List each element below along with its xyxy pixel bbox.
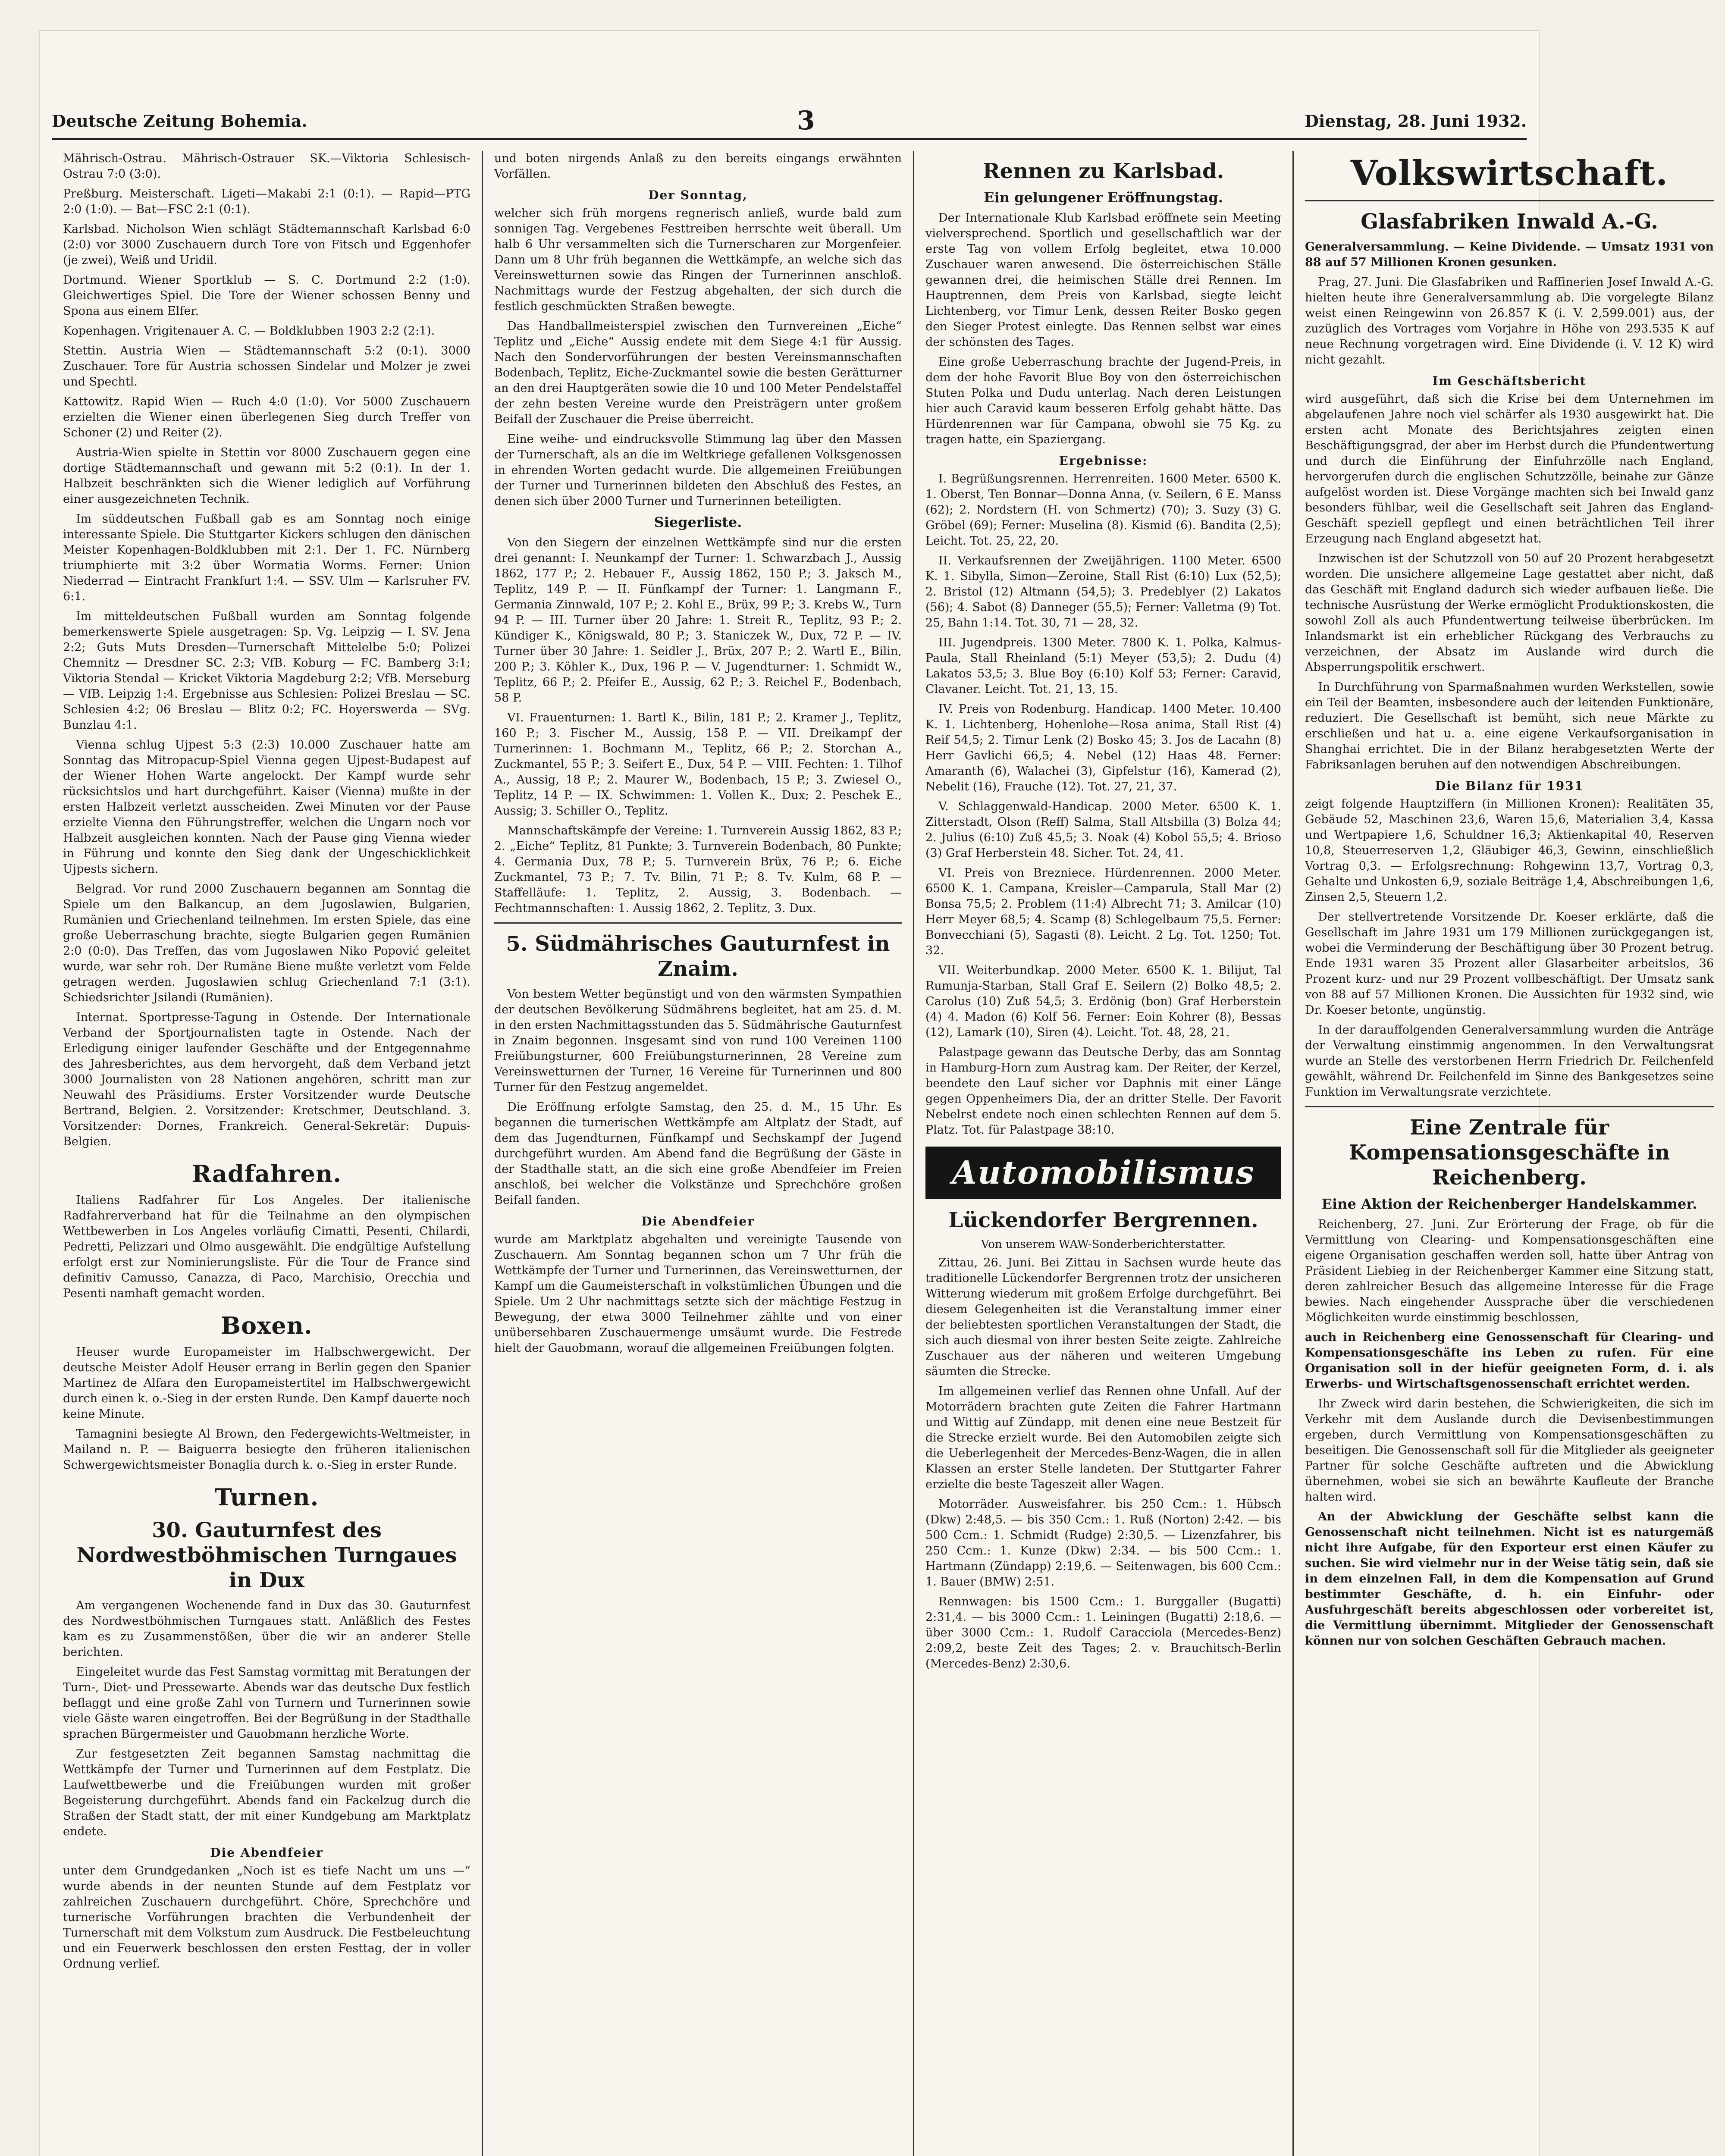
divider: [1305, 200, 1714, 201]
section-heading-boxing: Boxen.: [221, 1312, 313, 1339]
article-text: VI. Frauenturnen: 1. Bartl K., Bilin, 181 P.; 2. Kramer J., Teplitz, 160 P.; 3. Fischer M., Aussig, 158 P. — VII. Dreikampf der Turnerinnen: 1. Bochmann M., Teplitz, 66 P.; 2. Storchan A., Zuckmantel, 55 P.; 3. Seifert E., Dux, 54 P. — VIII. Fechten: 1. Tilhof A., Aussig, 18 P.; 2. Maurer W., Bodenbach, 15 P.; 3. Zwiesel O., Teplitz, 14 P. — IX. Schwimmen: 1. Vollen K., Dux; 2. Peschek E., Aussig; 3. Schiller O., Teplitz.: [494, 711, 902, 818]
section-heading-volkswirtschaft: Volkswirtschaft.: [1350, 153, 1669, 193]
race-result: II. Verkaufsrennen der Zweijährigen. 1100 Meter. 6500 K. 1. Sibylla, Simon—Zeroine, Stall Rist (6:10) Lux (52,5); 2. Bristol (12) Altmann (54,5); 3. Predeblyer (2) Lakatos (56); 4. Sabot (8) Danneger (55,5); Ferner: Valletma (9) Tot. 25, Bahn 1:14. Tot. 30, 71 — 28, 32.: [925, 554, 1281, 630]
race-result: V. Schlaggenwald-Handicap. 2000 Meter. 6500 K. 1. Zitterstadt, Olson (Reff) Salma, Stall Altsbilla (3) Bolza 44; 2. Julius (6:10) Zuß 45,5; 3. Noak (4) Kobol 55,5; 4. Brioso (3) Graf Herberstein 48. Sicher. Tot. 24, 41.: [925, 800, 1281, 860]
subheading-bilanz: Die Bilanz für 1931: [1435, 779, 1584, 793]
subheading-abendfeier: Die Abendfeier: [641, 1214, 755, 1228]
article-text: Italiens Radfahrer für Los Angeles. Der italienische Radfahrerverband hat für die Teilnahme an den olympischen Wettbewerben in Los Angeles vorläufig Cimatti, Pesenti, Chilardi, Pedretti, Pelizzari und Olmo ausgewählt. Die endgültige Aufstellung erfolgt erst zur Nominierungsliste. Für die Tour de France sind definitiv Camusso, Canazza, di Paco, Marchisio, Orecchia und Pesenti namhaft gemacht worden.: [63, 1194, 470, 1300]
article-headline-kompensation: Eine Zentrale für Kompensationsgeschäfte in Reichenberg.: [1349, 1116, 1670, 1190]
article-text: Mannschaftskämpfe der Vereine: 1. Turnverein Aussig 1862, 83 P.; 2. „Eiche“ Teplitz, 81 Punkte; 3. Turnverein Bodenbach, 80 Punkte; 4. Germania Dux, 78 P.; 5. Turnverein Brüx, 76 P.; 6. Eiche Zuckmantel, 73 P.; 7. Tv. Bilin, 71 P.; 8. Tv. Kulm, 68 P. — Staffelläufe: 1. Teplitz, 2. Aussig, 3. Bodenbach. — Fechtmannschaften: 1. Aussig 1862, 2. Teplitz, 3. Dux.: [494, 824, 902, 915]
article-text: Heuser wurde Europameister im Halbschwergewicht. Der deutsche Meister Adolf Heuser errang in Berlin gegen den Spanier Martinez de Alfara den Europameistertitel im Halbschwergewicht durch einen k. o.-Sieg in der ersten Runde. Den Kampf dauerte noch keine Minute.: [63, 1345, 470, 1421]
article-text: Kopenhagen. Vrigitenauer A. C. — Boldklubben 1903 2:2 (2:1).: [63, 324, 435, 338]
article-text: Stettin. Austria Wien — Städtemannschaft 5:2 (0:1). 3000 Zuschauer. Tore für Austria schossen Sindelar und Molzer je zwei und Spechtl.: [63, 344, 470, 389]
article-text: Der Internationale Klub Karlsbad eröffnete sein Meeting vielversprechend. Sportlich und gesellschaftlich war der erste Tag von vollem Erfolg begleitet, etwa 10.000 Zuschauer waren anwesend. Die österreichischen Ställe gewannen drei, die heimischen Ställe drei Rennen. Im Hauptrennen, dem Preis von Karlsbad, siegte leicht Lichtenberg, vor Timur Lenk, dessen Reiter Bosko gegen den Sieger Protest einlegte. Das Rennen selbst war eines der schönsten des Tages.: [925, 211, 1281, 349]
article-text: Das Handballmeisterspiel zwischen den Turnvereinen „Eiche“ Teplitz und „Eiche“ Aussig endete mit dem Siege 4:1 für Aussig. Nach den Sondervorführungen der besten Vereinsmannschaften Bodenbach, Teplitz, Eiche-Zuckmantel sowie die besten Gerätturner an den drei Hauptgeräten sowie die 10 und 100 Meter Pendelstaffel der zehn besten Vereine wurde den Preisträgern unter großem Beifall der Zuschauer die Preise überreicht.: [494, 320, 902, 426]
subheading-abendfeier: Die Abendfeier: [210, 1846, 323, 1860]
article-text: Mährisch-Ostrau. Mährisch-Ostrauer SK.—Viktoria Schlesisch-Ostrau 7:0 (3:0).: [63, 152, 470, 181]
section-banner-automobilismus: Automobilismus: [925, 1147, 1281, 1199]
article-text: und boten nirgends Anlaß zu den bereits eingangs erwähnten Vorfällen.: [494, 152, 902, 181]
article-headline-karlsbad: Rennen zu Karlsbad.: [982, 159, 1224, 183]
divider: [494, 922, 902, 924]
article-text: Von den Siegern der einzelnen Wettkämpfe sind nur die ersten drei genannt: I. Neunkampf der Turner: 1. Schwarzbach J., Aussig 1862, 177 P.; 2. Hebauer F., Aussig 1862, 150 P.; 3. Jaksch M., Teplitz, 149 P. — II. Fünfkampf der Turner: 1. Langmann F., Germania Zinnwald, 107 P.; 2. Kohl E., Brüx, 99 P.; 3. Krebs W., Turn 94 P. — III. Turner über 20 Jahre: 1. Streit R., Teplitz, 93 P.; 2. Kündiger K., Königswald, 80 P.; 3. Staniczek W., Dux, 72 P. — IV. Turner über 30 Jahre: 1. Seidler J., Brüx, 207 P.; 2. Wartl E., Bilin, 200 P.; 3. Köhler K., Dux, 196 P. — V. Jugendturner: 1. Schmidt W., Teplitz, 66 P.; 2. Pfeifer E., Aussig, 62 P.; 3. Reichel F., Bodenbach, 58 P.: [494, 536, 902, 705]
article-headline-gauturnfest: 30. Gauturnfest des Nordwestböhmischen Turngaues in Dux: [76, 1518, 457, 1592]
article-text: In Durchführung von Sparmaßnahmen wurden Werkstellen, sowie ein Teil der Beamten, insbesondere auch der leitenden Funktionäre, reduziert. Die Gesellschaft ist bemüht, sich neue Märkte zu erschließen und hat u. a. eine eigene Verkaufsorganisation in Shanghai errichtet. Die in der Bilanz herabgesetzten Werte der Fabriksanlagen beruhen auf den notwendigen Abschreibungen.: [1305, 680, 1714, 771]
article-subheadline: Eine Aktion der Reichenberger Handelskammer.: [1321, 1196, 1697, 1212]
article-headline-znaim: 5. Südmährisches Gauturnfest in Znaim.: [506, 932, 890, 981]
column-4: [1294, 151, 1725, 2156]
section-heading-gymnastics: Turnen.: [214, 1483, 319, 1511]
race-result: VI. Preis von Brezniece. Hürdenrennen. 2000 Meter. 6500 K. 1. Campana, Kreisler—Camparula, Stall Mar (2) Bonsa 75,5; 2. Problem (11:4) Albrecht 71; 3. Amilcar (10) Herr Meyer 68,5; 4. Scamp (8) Schlegelbaum 75,5. Ferner: Bonvecchiani (5), Sagasti (8). Leicht. 2 Lg. Tot. 1250; Tot. 32.: [925, 866, 1281, 957]
race-result: Motorräder. Ausweisfahrer. bis 250 Ccm.: 1. Hübsch (Dkw) 2:48,5. — bis 350 Ccm.: 1. Ruß (Norton) 2:42. — bis 500 Ccm.: 1. Schmidt (Rudge) 2:30,5. — Lizenzfahrer, bis 250 Ccm.: 1. Kunze (Dkw) 2:34. — bis 500 Ccm.: 1. Hartmann (Zündapp) 2:19,6. — Seitenwagen, bis 600 Ccm.: 1. Bauer (BMW) 2:51.: [925, 1498, 1281, 1589]
article-text: Von bestem Wetter begünstigt und von den wärmsten Sympathien der deutschen Bevölkerung Südmährens begleitet, hat am 25. d. M. in den ersten Nachmittagsstunden das 5. Südmährische Gauturnfest in Znaim begonnen. Insgesamt sind von rund 100 Vereinen 1100 Freiübungsturner, 600 Freiübungsturnerinnen, 28 Vereine zum Vereinswetturnen der Turner, 16 Vereine für Turnerinnen und 800 Turner für den Festzug angemeldet.: [494, 987, 902, 1094]
article-text: auch in Reichenberg eine Genossenschaft für Clearing- und Kompensationsgeschäfte ins Leben zu rufen. Für eine Organisation soll in der hiefür geeigneten Form, d. i. als Erwerbs- und Wirtschaftsgenossenschaft errichtet werden.: [1305, 1331, 1714, 1391]
article-text: wurde am Marktplatz abgehalten und vereinigte Tausende von Zuschauern. Am Sonntag begannen schon um 7 Uhr früh die Wettkämpfe der Turner und Turnerinnen, das Vereinswetturnen, der Kampf um die Gaumeisterschaft in volkstümlichen Übungen und die Spiele. Um 2 Uhr nachmittags setzte sich der mächtige Festzug in Bewegung, der etwa 3000 Teilnehmer zählte und von einer unübersehbaren Zuschauermenge umsäumt wurde. Die Festrede hielt der Gauobmann, worauf die allgemeinen Freiübungen folgten.: [494, 1233, 902, 1355]
article-headline-lueckendorf: Lückendorfer Bergrennen.: [948, 1208, 1258, 1232]
article-text: Kattowitz. Rapid Wien — Ruch 4:0 (1:0). Vor 5000 Zuschauern erzielten die Wiener einen überlegenen Sieg durch Treffer von Schoner (2) und Reiter (2).: [63, 395, 470, 439]
article-text: Zittau, 26. Juni. Bei Zittau in Sachsen wurde heute das traditionelle Lückendorfer Bergrennen trotz der unsicheren Witterung wiederum mit großem Erfolge durchgeführt. Bei diesem Gelegenheiten ist die Veranstaltung immer einer der beliebtesten sportlichen Veranstaltungen der Stadt, die sich auch diesmal von ihrer besten Seite zeigte. Zahlreiche Zuschauer aus der näheren und weiteren Umgebung säumten die Strecke.: [925, 1256, 1281, 1378]
article-text: Der stellvertretende Vorsitzende Dr. Koeser erklärte, daß die Gesellschaft im Jahre 1931 um 179 Millionen zurückgegangen ist, wobei die Verminderung der Beschäftigung über 30 Prozent betrug. Ende 1931 waren 35 Prozent aller Glasarbeiter arbeitslos, 36 Prozent kurz- und nur 29 Prozent vollbeschäftigt. Der Umsatz sank von 88 auf 57 Millionen Kronen. Die Aussichten für 1932 sind, wie Dr. Koeser betonte, ungünstig.: [1305, 910, 1714, 1017]
race-result: Rennwagen: bis 1500 Ccm.: 1. Burggaller (Bugatti) 2:31,4. — bis 3000 Ccm.: 1. Leiningen (Bugatti) 2:18,6. — über 3000 Ccm.: 1. Rudolf Caracciola (Mercedes-Benz) 2:09,2, beste Zeit des Tages; 2. v. Brauchitsch-Berlin (Mercedes-Benz) 2:30,6.: [925, 1595, 1281, 1670]
column-1: [52, 151, 483, 2156]
article-text: Eingeleitet wurde das Fest Samstag vormittag mit Beratungen der Turn-, Diet- und Pressewarte. Abends war das deutsche Dux festlich beflaggt und eine große Zahl von Turnern und Turnerinnen sowie viele Gäste waren eingetroffen. Bei der Begrüßung in der Stadthalle sprachen Bürgermeister und Gauobmann herzliche Worte.: [63, 1665, 470, 1741]
masthead-paper-name: Deutsche Zeitung Bohemia.: [52, 111, 307, 131]
subheading-siegerliste: Siegerliste.: [654, 514, 742, 530]
race-result: VII. Weiterbundkap. 2000 Meter. 6500 K. 1. Bilijut, Tal Rumunja-Starban, Stall Graf E. Seilern (2) Bolko 48,5; 2. Carolus (10) Zuß 54,5; 3. Erdönig (bon) Graf Herberstein (4) 4. Madon (6) Kolf 56. Ferner: Eoin Kohrer (8), Bessas (12), Lamark (10), Siren (4). Leicht. Tot. 48, 28, 21.: [925, 964, 1281, 1039]
article-text: wird ausgeführt, daß sich die Krise bei dem Unternehmen im abgelaufenen Jahre noch viel schärfer als 1930 ausgewirkt hat. Die ersten acht Monate des Berichtsjahres zeigten einen Beschäftigungsgrad, der aber im Herbst durch die Pfundentwertung und durch die Einführung der Einfuhrzölle nach England, hervorgerufen durch die englischen Schutzzölle, beinahe zur Gänze aufgelöst worden ist. Diese Vorgänge machten sich bei Inwald ganz besonders fühlbar, weil die Gesellschaft seit Jahren das England-Geschäft speziell gepflegt und einen beträchtlichen Teil ihrer Erzeugung nach England abgesetzt hat.: [1305, 392, 1714, 545]
article-text: Palastpage gewann das Deutsche Derby, das am Sonntag in Hamburg-Horn zum Austrag kam. Der Reiter, der Kerzel, beendete den Lauf sicher vor Daphnis mit einer Länge gegen Oppenheimers Dia, der an dritter Stelle. Der Favorit Nebelrst endete noch einen schlechten Rennen auf dem 5. Platz. Tot. für Palastpage 38:10.: [925, 1046, 1281, 1137]
column-2: [483, 151, 914, 2156]
column-3: [914, 151, 1294, 2156]
byline: Von unserem WAW-Sonderberichterstatter.: [981, 1238, 1226, 1251]
divider: [1305, 1106, 1714, 1107]
article-text: Belgrad. Vor rund 2000 Zuschauern begannen am Sonntag die Spiele um den Balkancup, an dem Jugoslawien, Bulgarien, Rumänien und Griechenland teilnehmen. Im ersten Spiele, das eine große Ueberraschung brachte, siegte Bulgarien gegen Rumänien 2:0 (0:0). Das Treffen, das vom Jugoslawen Niko Popović geleitet wurde, war sehr roh. Der Rumäne Biene mußte verletzt vom Felde getragen werden. Jugoslawien schlug Griechenland 7:1 (3:1). Schiedsrichter Jsilandi (Rumänien).: [63, 882, 470, 1004]
article-text: Am vergangenen Wochenende fand in Dux das 30. Gauturnfest des Nordwestböhmischen Turngaues statt. Anläßlich des Festes kam es zu Zusammenstößen, über die wir an anderer Stelle berichten.: [63, 1599, 470, 1659]
article-text: Reichenberg, 27. Juni. Zur Erörterung der Frage, ob für die Vermittlung von Clearing- und Kompensationsgeschäften eine eigene Organisation geschaffen werden soll, hatte über Antrag von Präsident Liebieg in der Reichenberger Kammer eine Sitzung statt, deren zahlreicher Besuch das allgemeine Interesse für die Frage bewies. Nach eingehender Aussprache über die verschiedenen Möglichkeiten wurde einstimmig beschlossen,: [1305, 1218, 1714, 1324]
article-text: zeigt folgende Hauptziffern (in Millionen Kronen): Realitäten 35, Gebäude 52, Maschinen 23,6, Waren 15,6, Materialien 3,4, Kassa und Wertpapiere 1,6, Schuldner 16,3; Aktienkapital 40, Reserven 10,8, Steuerreserven 1,2, Gläubiger 46,3, Gewinn, einschließlich Vortrag 0,3. — Erfolgsrechnung: Rohgewinn 13,7, Vortrag 0,3, Gehalte und Unkosten 6,9, soziale Beiträge 1,4, Abschreibungen 1,6, Zinsen 2,5, Steuern 1,2.: [1305, 797, 1714, 904]
article-headline-inwald: Glasfabriken Inwald A.-G.: [1361, 210, 1658, 234]
article-text: Tamagnini besiegte Al Brown, den Federgewichts-Weltmeister, in Mailand n. P. — Baiguerra besiegte den früheren italienischen Schwergewichtsmeister Bonaglia durch k. o.-Sieg in erster Runde.: [63, 1427, 470, 1472]
article-subheadline: Ein gelungener Eröffnungstag.: [984, 189, 1223, 206]
article-text: Im allgemeinen verlief das Rennen ohne Unfall. Auf der Motorrädern brachten gute Zeiten die Fahrer Hartmann und Wittig auf Zündapp, mit denen eine neue Bestzeit für die Strecke erzielt wurde. Bei den Automobilen zeigte sich die Ueberlegenheit der Mercedes-Benz-Wagen, die in allen Klassen an erster Stelle landeten. Der Stuttgarter Fahrer erzielte die beste Tageszeit aller Wagen.: [925, 1385, 1281, 1491]
masthead-date: Dienstag, 28. Juni 1932.: [1304, 111, 1527, 131]
article-text: An der Abwicklung der Geschäfte selbst kann die Genossenschaft nicht teilnehmen. Nicht ist es naturgemäß nicht ihre Aufgabe, für den Exporteur erst einen Käufer zu suchen. Sie wird vielmehr nur in der Weise tätig sein, daß sie in dem einzelnen Fall, in dem die Kompensation auf Grund bestimmter Geschäfte, d. h. ein Einfuhr- oder Ausfuhrgeschäft bereits abgeschlossen oder vorbereitet ist, die Vermittlung übernimmt. Mitglieder der Genossenschaft können nur von solchen Geschäften Gebrauch machen.: [1305, 1510, 1714, 1648]
article-text: Im mitteldeutschen Fußball wurden am Sonntag folgende bemerkenswerte Spiele ausgetragen: Sp. Vg. Leipzig — I. SV. Jena 2:2; Guts Muts Dresden—Turnerschaft Mittelelbe 5:0; Polizei Chemnitz — Dresdner SC. 2:3; VfB. Koburg — FC. Bamberg 3:1; Viktoria Stendal — Kricket Viktoria Magdeburg 2:2; VfB. Merseburg — VfB. Leipzig 1:4. Ergebnisse aus Schlesien: Polizei Breslau — SC. Schlesien 4:2; 06 Breslau — Blitz 0:2; FC. Hoyerswerda — SVg. Bunzlau 4:1.: [63, 610, 470, 732]
article-text: Austria-Wien spielte in Stettin vor 8000 Zuschauern gegen eine dortige Städtemannschaft und gewann mit 5:2 (0:1). In der 1. Halbzeit beschränkten sich die Wiener lediglich auf Vorführung einer ausgezeichneten Technik.: [63, 446, 470, 506]
article-text: Zur festgesetzten Zeit begannen Samstag nachmittag die Wettkämpfe der Turner und Turnerinnen auf dem Festplatz. Die Laufwettbewerbe und die Freiübungen wurden mit großer Begeisterung durchgeführt. Abends fand ein Fackelzug durch die Straßen der Stadt statt, der mit einer Kundgebung am Marktplatz endete.: [63, 1747, 470, 1838]
article-text: Ihr Zweck wird darin bestehen, die Schwierigkeiten, die sich im Verkehr mit dem Auslande durch die Devisenbestimmungen ergeben, durch Vermittlung von Kompensationsgeschäften zu beseitigen. Die Genossenschaft soll für die Mitglieder als geeigneter Partner für solche Geschäfte auftreten und die Abwicklung übernehmen, wobei sie sich an bewährte Kaufleute der Branche halten wird.: [1305, 1397, 1714, 1504]
race-result: I. Begrüßungsrennen. Herrenreiten. 1600 Meter. 6500 K. 1. Oberst, Ten Bonnar—Donna Anna, (v. Seilern, 6 E. Manss (62); 2. Nordstern (H. von Schmertz) (70); 3. Suzy (3) G. Gröbel (69); Ferner: Muselina (8). Kismid (6). Bandita (2,5); Leicht. Tot. 25, 22, 20.: [925, 472, 1281, 548]
masthead: [52, 103, 1527, 140]
race-result: IV. Preis von Rodenburg. Handicap. 1400 Meter. 10.400 K. 1. Lichtenberg, Hohenlohe—Rosa anima, Stall Rist (4) Reif 54,5; 2. Timur Lenk (2) Bosko 45; 3. Jos de Lacahn (8) Herr Gavlichi 66,5; 4. Nebel (12) Haas 48. Ferner: Amaranth (6), Walachei (3), Gipfelstur (16), Kamerad (2), Nebelit (16), Frauche (12). Tot. 27, 21, 37.: [925, 702, 1281, 793]
article-text: Preßburg. Meisterschaft. Ligeti—Makabi 2:1 (0:1). — Rapid—PTG 2:0 (1:0). — Bat—FSC 2:1 (0:1).: [63, 187, 470, 216]
section-heading-cycling: Radfahren.: [191, 1160, 342, 1188]
race-result: III. Jugendpreis. 1300 Meter. 7800 K. 1. Polka, Kalmus-Paula, Stall Rheinland (5:1) Meyer (53,5); 2. Dudu (4) Lakatos 53,5; 3. Blue Boy (6:10) Kolf 53; Ferner: Caravid, Clavaner. Leicht. Tot. 21, 13, 15.: [925, 636, 1281, 696]
article-text: unter dem Grundgedanken „Noch ist es tiefe Nacht um uns —“ wurde abends in der neunten Stunde auf dem Festplatz vor zahlreichen Zuschauern durchgeführt. Chöre, Sprechchöre und turnerische Vorführungen brachten die Verbundenheit der Turnerschaft mit dem Volkstum zum Ausdruck. Die Festbeleuchtung und ein Feuerwerk beschlossen den ersten Festtag, der in voller Ordnung verlief.: [63, 1864, 470, 1971]
article-text: Eine weihe- und eindrucksvolle Stimmung lag über den Massen der Turnerschaft, als an die im Weltkriege gefallenen Volksgenossen in ehrenden Worten gedacht wurde. Die allgemeinen Freiübungen der Turner und Turnerinnen bildeten den Abschluß des Festes, an denen sich über 2000 Turner und Turnerinnen beteiligten.: [494, 432, 902, 508]
article-text: Inzwischen ist der Schutzzoll von 50 auf 20 Prozent herabgesetzt worden. Die unsichere allgemeine Lage gestattet aber nicht, daß das Geschäft mit England dadurch sich wieder aufbauen ließe. Die technische Ausrüstung der Werke ermöglicht Produktionskosten, die sowohl Zoll als auch Pfundentwertung teilweise überbrücken. Im Inlandsmarkt ist ein erheblicher Rückgang des Verbrauchs zu verzeichnen, der Absatz im Auslande wird durch die Absperrungspolitik erschwert.: [1305, 552, 1714, 674]
article-text: Prag, 27. Juni. Die Glasfabriken und Raffinerien Josef Inwald A.-G. hielten heute ihre Generalversammlung ab. Die vorgelegte Bilanz weist einen Reingewinn von 26.857 K (i. V. 2,599.001) aus, der zuzüglich des Vortrages vom Vorjahre in Höhe von 293.535 K auf neue Rechnung vorgetragen wird. Eine Dividende (i. V. 12 K) wird nicht gezahlt.: [1305, 276, 1714, 367]
article-subheadline: Generalversammlung. — Keine Dividende. — Umsatz 1931 von 88 auf 57 Millionen Kronen gesunken.: [1305, 240, 1714, 269]
article-text: Internat. Sportpresse-Tagung in Ostende. Der Internationale Verband der Sportjournalisten tagte in Ostende. Nach der Erledigung einiger laufender Geschäfte und der Entgegennahme des Jahresberichtes, aus dem hervorgeht, daß dem Verband jetzt 3000 Journalisten von 28 Nationen angehören, schritt man zur Neuwahl des Präsidiums. Erster Vorsitzender wurde Deutsche Bertrand, Belgien. 2. Vorsitzender: Kretschmer, Deutschland. 3. Vorsitzender: Dornes, Frankreich. General-Sekretär: Dupuis-Belgien.: [63, 1011, 470, 1148]
subheading-sonntag: Der Sonntag,: [648, 188, 748, 202]
page-number: 3: [797, 106, 815, 136]
subheading-geschaeftsbericht: Im Geschäftsbericht: [1432, 374, 1587, 388]
subheading-ergebnisse: Ergebnisse:: [1059, 454, 1148, 468]
article-text: Dortmund. Wiener Sportklub — S. C. Dortmund 2:2 (1:0). Gleichwertiges Spiel. Die Tore der Wiener schossen Benny und Spona aus einem Elfer.: [63, 273, 470, 318]
article-text: Eine große Ueberraschung brachte der Jugend-Preis, in dem der hohe Favorit Blue Boy von den österreichischen Stuten Polka und Dudu unterlag. Nach deren Leistungen hier auch Caravid kaum besseren Erfolg gehabt hätte. Das Hürdenrennen war für Campana, obwohl sie 75 Kg. zu tragen hatte, ein Spaziergang.: [925, 355, 1281, 446]
article-text: In der darauffolgenden Generalversammlung wurden die Anträge der Verwaltung einstimmig angenommen. In den Verwaltungsrat wurde an Stelle des verstorbenen Herrn Friedrich Dr. Feilchenfeld gewählt, während Dr. Feilchenfeld im Sinne des Bankgesetzes seine Funktion im Verwaltungsrate verzichtete.: [1305, 1023, 1714, 1099]
article-text: Karlsbad. Nicholson Wien schlägt Städtemannschaft Karlsbad 6:0 (2:0) vor 3000 Zuschauern durch Tore von Fitsch und Eggenhofer (je zwei), Weiß und Uridil.: [63, 222, 470, 267]
article-text: welcher sich früh morgens regnerisch anließ, wurde bald zum sonnigen Tag. Vergebenes Festtreiben herrschte weit überall. Um halb 6 Uhr versammelten sich die Turnerscharen zur Morgenfeier. Dann um 8 Uhr früh begannen die Wettkämpfe, an welche sich das Vereinswetturnen sowie das Ringen der Turnerinnen anschloß. Nachmittags wurde der Festzug abgehalten, der sich durch die festlich geschmückten Straßen bewegte.: [494, 207, 902, 313]
article-text: Die Eröffnung erfolgte Samstag, den 25. d. M., 15 Uhr. Es begannen die turnerischen Wettkämpfe am Altplatz der Stadt, auf dem das Jugendturnen, Fünfkampf und Sechskampf der Jugend durchgeführt wurden. Am Abend fand die Begrüßung der Gäste in der Stadthalle statt, an die sich eine große Abendfeier im Freien anschloß, bei welcher die Volkstänze und Sprechchöre großen Beifall fanden.: [494, 1100, 902, 1207]
article-text: Im süddeutschen Fußball gab es am Sonntag noch einige interessante Spiele. Die Stuttgarter Kickers schlugen den dänischen Meister Kopenhagen-Boldklubben mit 2:1. Der 1. FC. Nürnberg triumphierte mit 3:2 über Wormatia Worms. Ferner: Union Niederrad — Eintracht Frankfurt 1:4. — SSV. Ulm — Karlsruher FV. 6:1.: [63, 512, 470, 603]
newspaper-page: [39, 30, 1714, 2156]
article-text: Vienna schlug Ujpest 5:3 (2:3) 10.000 Zuschauer hatte am Sonntag das Mitropacup-Spiel Vienna gegen Ujpest-Budapest auf der Wiener Hohen Warte angelockt. Der Kampf wurde sehr rücksichtslos und hart durchgeführt. Kaiser (Vienna) mußte in der ersten Halbzeit verletzt ausscheiden. Zwei Minuten vor der Pause erzielte Vienna den Führungstreffer, welchen die Ungarn noch vor Halbzeit ausgleichen konnten. Nach der Pause ging Vienna wieder in Führung und konnte den Sieg dank der Ungeschicklichkeit Ujpests sichern.: [63, 738, 470, 876]
columns: [52, 151, 1714, 2156]
